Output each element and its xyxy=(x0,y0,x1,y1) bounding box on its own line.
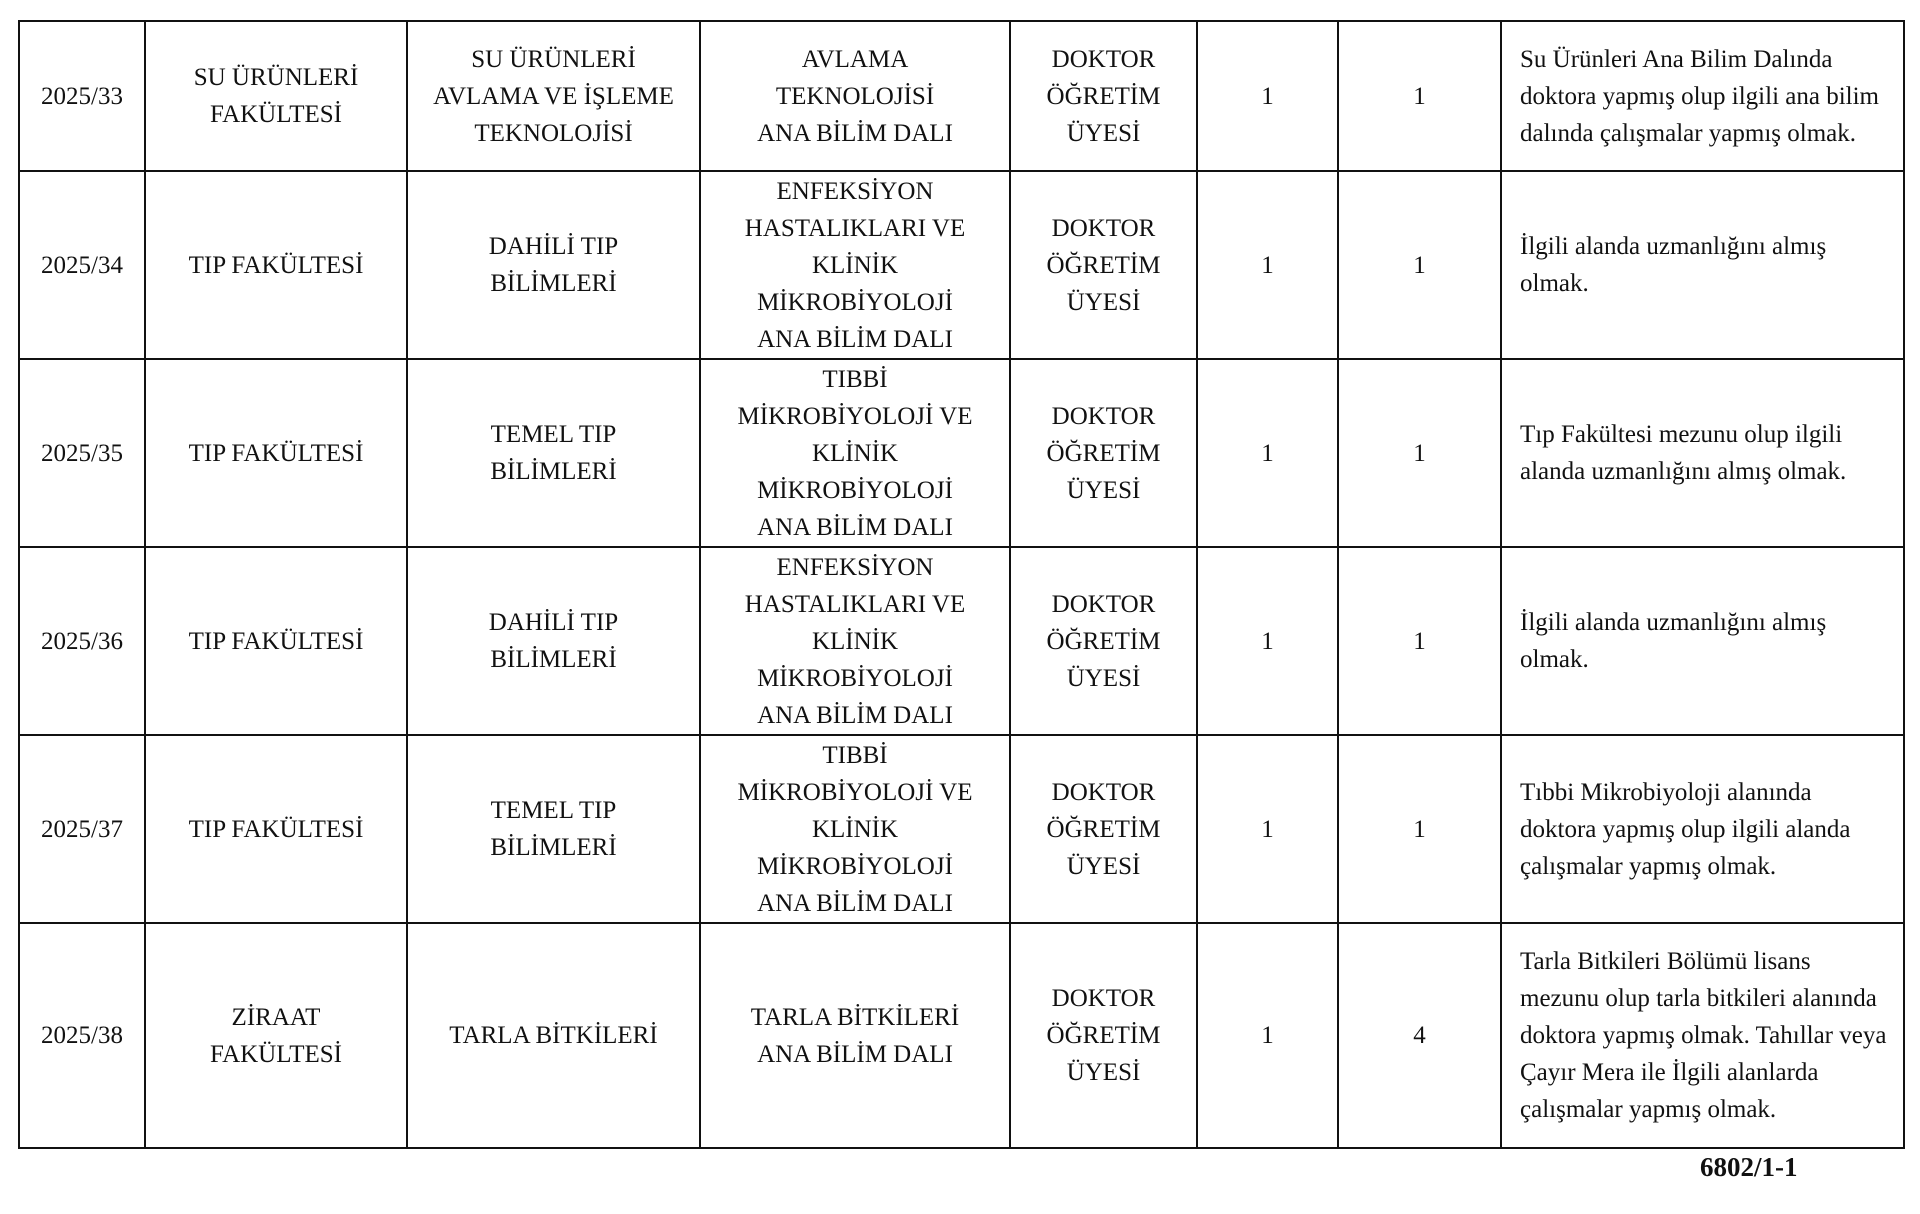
table-row xyxy=(19,923,1904,1148)
document-number: 6802/1-1 xyxy=(1700,1152,1798,1182)
title-cell: DOKTOR ÖĞRETİM ÜYESİ xyxy=(1010,547,1197,735)
position-number: 2025/34 xyxy=(19,171,145,359)
requirement-cell: İlgili alanda uzmanlığını almış olmak. xyxy=(1501,547,1904,735)
department-cell: DAHİLİ TIP BİLİMLERİ xyxy=(407,547,700,735)
requirement-cell: İlgili alanda uzmanlığını almış olmak. xyxy=(1501,171,1904,359)
position-number: 2025/33 xyxy=(19,21,145,171)
faculty-cell: TIP FAKÜLTESİ xyxy=(145,735,407,923)
faculty-cell: TIP FAKÜLTESİ xyxy=(145,359,407,547)
requirement-cell: Tıp Fakültesi mezunu olup ilgili alanda uzmanlığını almış olmak. xyxy=(1501,359,1904,547)
table-row xyxy=(19,359,1904,547)
requirement-cell: Su Ürünleri Ana Bilim Dalında doktora yapmış olup ilgili ana bilim dalında çalışmalar yapmış olmak. xyxy=(1501,21,1904,171)
count-cell: 1 xyxy=(1338,735,1501,923)
division-cell: TIBBİ MİKROBİYOLOJİ VE KLİNİK MİKROBİYOLOJİ ANA BİLİM DALI xyxy=(700,359,1010,547)
degree-cell: 1 xyxy=(1197,735,1338,923)
title-cell: DOKTOR ÖĞRETİM ÜYESİ xyxy=(1010,359,1197,547)
division-cell: TARLA BİTKİLERİ ANA BİLİM DALI xyxy=(700,923,1010,1148)
requirement-cell: Tıbbi Mikrobiyoloji alanında doktora yapmış olup ilgili alanda çalışmalar yapmış olmak. xyxy=(1501,735,1904,923)
division-cell: ENFEKSİYON HASTALIKLARI VE KLİNİK MİKROBİYOLOJİ ANA BİLİM DALI xyxy=(700,547,1010,735)
title-cell: DOKTOR ÖĞRETİM ÜYESİ xyxy=(1010,735,1197,923)
division-cell: AVLAMA TEKNOLOJİSİ ANA BİLİM DALI xyxy=(700,21,1010,171)
count-cell: 1 xyxy=(1338,171,1501,359)
degree-cell: 1 xyxy=(1197,21,1338,171)
table-row xyxy=(19,547,1904,735)
faculty-cell: SU ÜRÜNLERİ FAKÜLTESİ xyxy=(145,21,407,171)
title-cell: DOKTOR ÖĞRETİM ÜYESİ xyxy=(1010,21,1197,171)
degree-cell: 1 xyxy=(1197,359,1338,547)
position-number: 2025/37 xyxy=(19,735,145,923)
department-cell: TEMEL TIP BİLİMLERİ xyxy=(407,735,700,923)
department-cell: TEMEL TIP BİLİMLERİ xyxy=(407,359,700,547)
table-row xyxy=(19,735,1904,923)
count-cell: 1 xyxy=(1338,359,1501,547)
degree-cell: 1 xyxy=(1197,923,1338,1148)
position-number: 2025/36 xyxy=(19,547,145,735)
faculty-cell: TIP FAKÜLTESİ xyxy=(145,547,407,735)
title-cell: DOKTOR ÖĞRETİM ÜYESİ xyxy=(1010,171,1197,359)
requirement-cell: Tarla Bitkileri Bölümü lisans mezunu olup tarla bitkileri alanında doktora yapmış olmak. Tahıllar veya Çayır Mera ile İlgili alanlarda çalışmalar yapmış olmak. xyxy=(1501,923,1904,1148)
table-row xyxy=(19,21,1904,171)
degree-cell: 1 xyxy=(1197,171,1338,359)
division-cell: TIBBİ MİKROBİYOLOJİ VE KLİNİK MİKROBİYOLOJİ ANA BİLİM DALI xyxy=(700,735,1010,923)
department-cell: SU ÜRÜNLERİ AVLAMA VE İŞLEME TEKNOLOJİSİ xyxy=(407,21,700,171)
position-number: 2025/38 xyxy=(19,923,145,1148)
table-row xyxy=(19,171,1904,359)
division-cell: ENFEKSİYON HASTALIKLARI VE KLİNİK MİKROBİYOLOJİ ANA BİLİM DALI xyxy=(700,171,1010,359)
department-cell: TARLA BİTKİLERİ xyxy=(407,923,700,1148)
faculty-cell: TIP FAKÜLTESİ xyxy=(145,171,407,359)
faculty-cell: ZİRAAT FAKÜLTESİ xyxy=(145,923,407,1148)
positions-table xyxy=(18,20,1905,1149)
count-cell: 1 xyxy=(1338,547,1501,735)
count-cell: 4 xyxy=(1338,923,1501,1148)
degree-cell: 1 xyxy=(1197,547,1338,735)
position-number: 2025/35 xyxy=(19,359,145,547)
title-cell: DOKTOR ÖĞRETİM ÜYESİ xyxy=(1010,923,1197,1148)
count-cell: 1 xyxy=(1338,21,1501,171)
department-cell: DAHİLİ TIP BİLİMLERİ xyxy=(407,171,700,359)
